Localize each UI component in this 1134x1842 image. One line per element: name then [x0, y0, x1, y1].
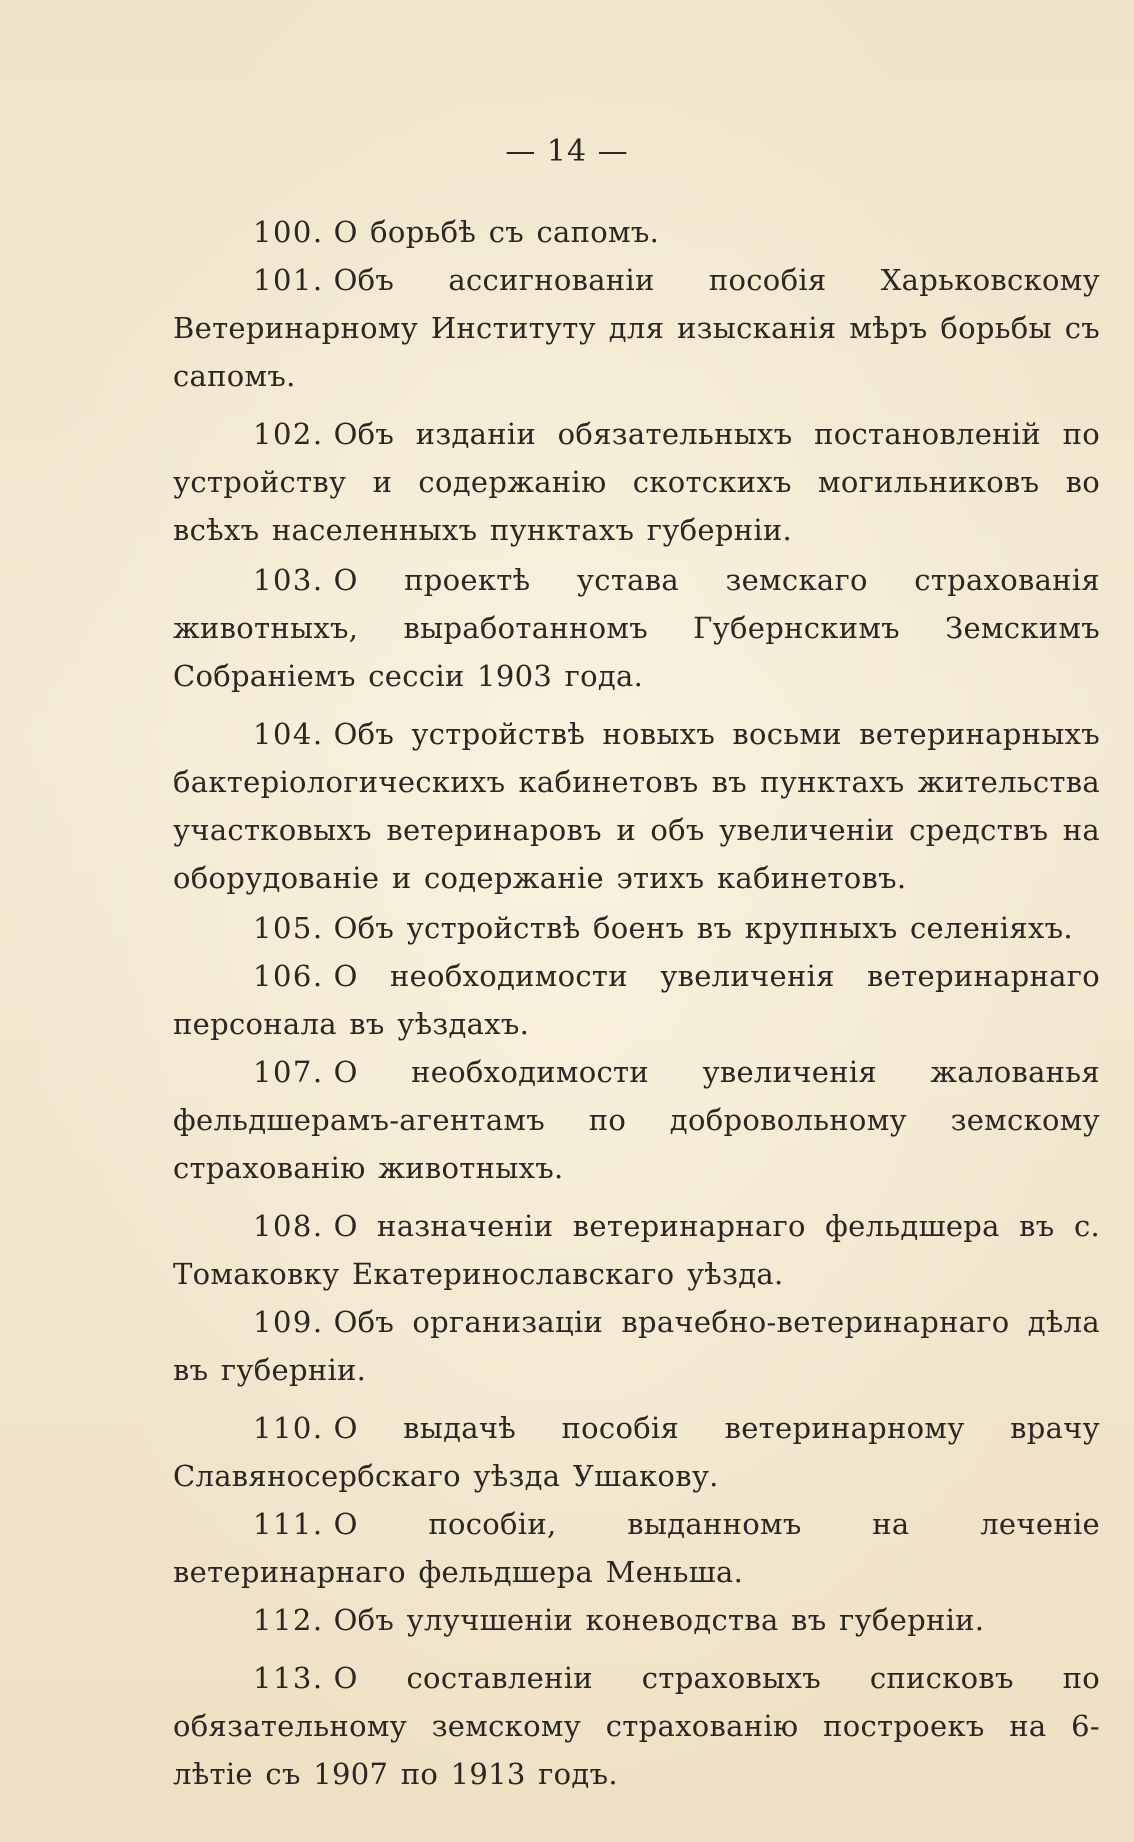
entry-number: 112.	[253, 1603, 324, 1637]
list-item	[173, 1500, 1100, 1596]
entry-number: 102.	[253, 417, 324, 451]
entry-number: 113.	[253, 1661, 324, 1695]
entry-number: 109.	[253, 1305, 324, 1339]
list-item	[173, 410, 1100, 554]
entry-number: 100.	[253, 215, 324, 249]
entry-number: 106.	[253, 959, 324, 993]
entry-text: О проектѣ устава земскаго страхованія животныхъ, выработанномъ Губернскимъ Земскимъ Собраніемъ сессіи 1903 года.	[173, 563, 1100, 693]
entry-text: О борьбѣ съ сапомъ.	[333, 215, 660, 249]
entry-number: 103.	[253, 563, 324, 597]
entry-text: О необходимости увеличенія жалованья фельдшерамъ-агентамъ по добровольному земскому страхованію животныхъ.	[173, 1055, 1100, 1185]
list-item	[173, 256, 1100, 400]
entry-text: Объ улучшеніи коневодства въ губерніи.	[333, 1603, 985, 1637]
list-item	[173, 710, 1100, 902]
entry-text: О необходимости увеличенія ветеринарнаго персонала въ уѣздахъ.	[173, 959, 1100, 1041]
entry-text: О назначеніи ветеринарнаго фельдшера въ с. Томаковку Екатеринославскаго уѣзда.	[173, 1209, 1100, 1291]
entry-text: О пособіи, выданномъ на леченіе ветеринарнаго фельдшера Меньша.	[173, 1507, 1100, 1589]
entry-number: 108.	[253, 1209, 324, 1243]
entry-text: О составленіи страховыхъ списковъ по обязательному земскому страхованію построекъ на 6-лѣтіе съ 1907 по 1913 годъ.	[173, 1661, 1100, 1791]
entry-text: О выдачѣ пособія ветеринарному врачу Славяносербскаго уѣзда Ушакову.	[173, 1411, 1100, 1493]
list-item	[173, 1202, 1100, 1298]
entry-text: Объ устройствѣ боенъ въ крупныхъ селеніяхъ.	[333, 911, 1073, 945]
list-item	[173, 1404, 1100, 1500]
list-item	[173, 1654, 1100, 1798]
list-item	[173, 952, 1100, 1048]
entry-text: Объ ассигнованіи пособія Харьковскому Ветеринарному Институту для изысканія мѣръ борьбы съ сапомъ.	[173, 263, 1100, 393]
list-item	[173, 556, 1100, 700]
entries-list	[173, 208, 1100, 1798]
entry-number: 110.	[253, 1411, 324, 1445]
entry-text: Объ организаціи врачебно-ветеринарнаго дѣла въ губерніи.	[173, 1305, 1100, 1387]
list-item	[173, 208, 1100, 256]
list-item	[173, 1048, 1100, 1192]
entry-text: Объ изданіи обязательныхъ постановленій по устройству и содержанію скотскихъ могильниковъ во всѣхъ населенныхъ пунктахъ губерніи.	[173, 417, 1100, 547]
entry-number: 104.	[253, 717, 324, 751]
entry-text: Объ устройствѣ новыхъ восьми ветеринарныхъ бактеріологическихъ кабинетовъ въ пунктахъ жительства участковыхъ ветеринаровъ и объ увеличеніи средствъ на оборудованіе и содержаніе этихъ кабинетовъ.	[173, 717, 1100, 895]
list-item	[173, 1298, 1100, 1394]
entry-number: 101.	[253, 263, 324, 297]
entry-number: 105.	[253, 911, 324, 945]
list-item	[173, 1596, 1100, 1644]
page-number: — 14 —	[505, 134, 629, 169]
entry-number: 111.	[253, 1507, 324, 1541]
entry-number: 107.	[253, 1055, 324, 1089]
list-item	[173, 904, 1100, 952]
